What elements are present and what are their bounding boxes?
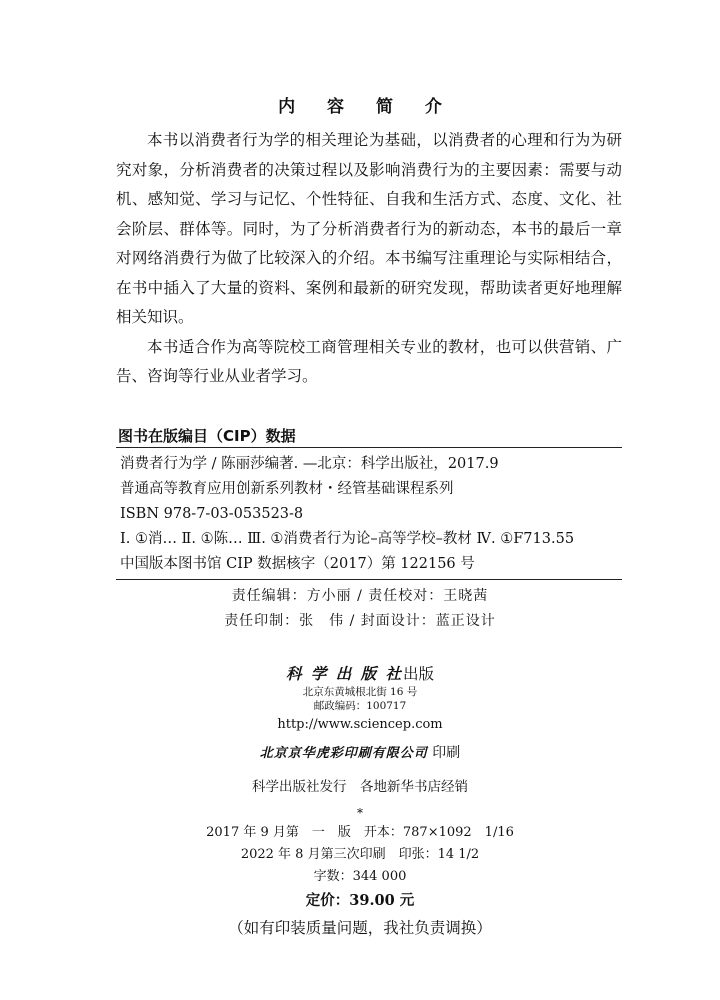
- distribution-line: 科学出版社发行 各地新华书店经销: [252, 779, 468, 795]
- word-count: 字数：344 000: [313, 869, 407, 884]
- printer-row: [0, 741, 720, 766]
- publisher-url: http://www.sciencep.com: [277, 717, 443, 732]
- separator-star: *: [357, 806, 363, 820]
- cip-top-rule: [116, 447, 622, 448]
- cip-line-classification: Ⅰ. ①消… Ⅱ. ①陈… Ⅲ. ①消费者行为论–高等学校–教材 Ⅳ. ①F713.55: [120, 531, 575, 547]
- content-summary: [116, 126, 622, 392]
- cip-line-title: 消费者行为学 / 陈丽莎编著. —北京：科学出版社，2017.9: [120, 456, 499, 472]
- editorial-credits: [0, 584, 720, 634]
- publisher-name-suffix: 出版: [403, 665, 435, 683]
- publisher-info: [0, 663, 720, 942]
- summary-paragraph-2: 本书适合作为高等院校工商管理相关专业的教材，也可以供营销、广告、咨询等行业从业者学习。: [116, 337, 622, 385]
- credits-editor-line: 责任编辑：方小丽 / 责任校对：王晓茜: [231, 588, 489, 604]
- printer-suffix: 印刷: [432, 745, 461, 761]
- price: 定价：39.00 元: [305, 892, 415, 909]
- cip-line-series: 普通高等教育应用创新系列教材・经管基础课程系列: [120, 481, 454, 497]
- publisher-name-row: [0, 663, 720, 685]
- page-title: 内 容 简 介: [278, 97, 455, 117]
- cip-line-record-number: 中国版本图书馆 CIP 数据核字（2017）第 122156 号: [120, 556, 475, 572]
- quality-note: （如有印装质量问题，我社负责调换）: [228, 919, 492, 937]
- edition-line: 2017 年 9 月第 一 版 开本：787×1092 1/16: [206, 825, 514, 840]
- cip-bottom-rule: [116, 579, 622, 580]
- printer-name: 北京京华虎彩印刷有限公司: [259, 746, 428, 761]
- cip-header: 图书在版编目（CIP）数据: [118, 427, 296, 445]
- publisher-postcode: 邮政编码：100717: [313, 700, 407, 712]
- publisher-address: 北京东黄城根北街 16 号: [302, 686, 418, 698]
- printing-line: 2022 年 8 月第三次印刷 印张：14 1/2: [240, 847, 480, 862]
- cip-data: [120, 452, 620, 577]
- credits-production-line: 责任印制：张 伟 / 封面设计：蓝正设计: [224, 613, 496, 629]
- cip-line-isbn: ISBN 978-7-03-053523-8: [120, 506, 304, 522]
- publisher-name: 科 学 出 版 社: [285, 664, 404, 683]
- summary-paragraph-1: 本书以消费者行为学的相关理论为基础，以消费者的心理和行为为研究对象，分析消费者的决策过程以及影响消费行为的主要因素：需要与动机、感知觉、学习与记忆、个性特征、自我和生活方式、态度、文化、社会阶层、群体等。同时，为了分析消费者行为的新动态，本书的最后一章对网络消费行为做了比较深入的介绍。本书编写注重理论与实际相结合，在书中插入了大量的资料、案例和最新的研究发现，帮助读者更好地理解相关知识。: [116, 131, 622, 326]
